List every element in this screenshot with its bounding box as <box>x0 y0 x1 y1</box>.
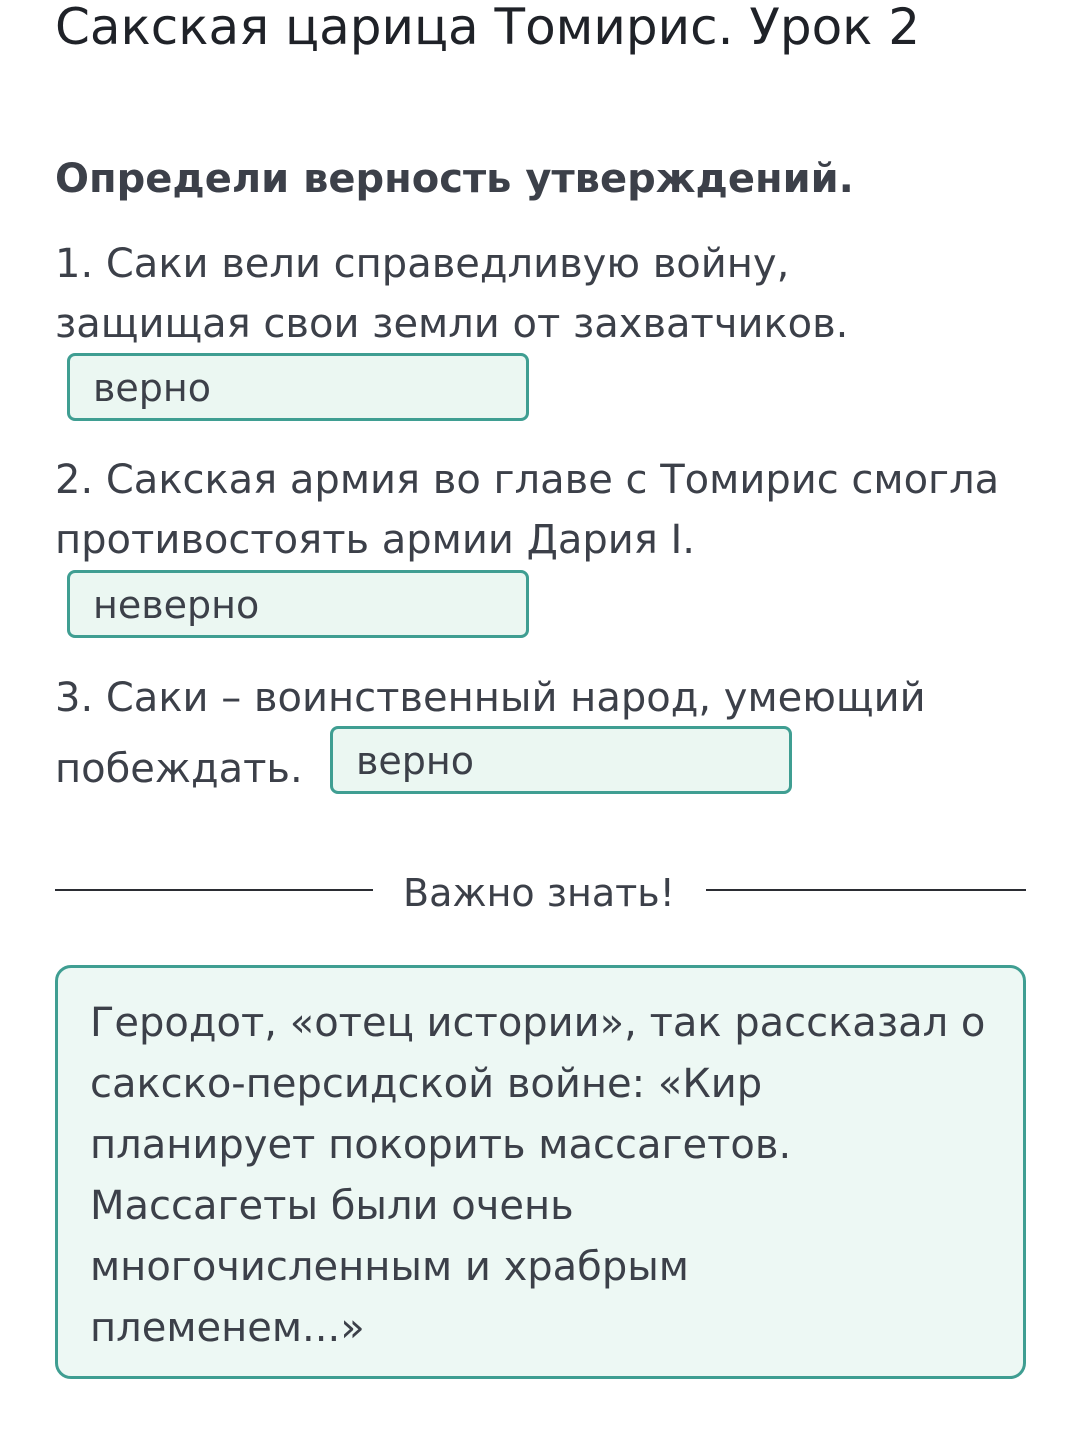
important-label: Важно знать! <box>403 871 675 915</box>
statement-3-line-1-wrap <box>55 668 926 728</box>
statement-2-line-2: противостоять армии Дария I. <box>55 517 695 563</box>
info-line: планирует покорить массагетов. <box>90 1122 792 1168</box>
info-line: сакско-персидской войне: «Кир <box>90 1061 763 1107</box>
answer-1-value: верно <box>93 366 211 410</box>
info-line: многочисленным и храбрым <box>90 1244 689 1290</box>
statement-1-line-2: защищая свои земли от захватчиков. <box>55 301 849 347</box>
task-heading: Определи верность утверждений. <box>55 156 854 202</box>
statement-3-line-1: 3. Саки – воинственный народ, умеющий <box>55 675 926 721</box>
answer-dropdown-3[interactable] <box>330 726 792 794</box>
info-card <box>55 965 1026 1379</box>
answer-3-value: верно <box>356 739 474 783</box>
statement-1 <box>55 234 848 354</box>
divider-line-right <box>706 889 1026 891</box>
info-line: Массагеты были очень <box>90 1183 574 1229</box>
info-line: Геродот, «отец истории», так рассказал о <box>90 1000 986 1046</box>
statement-2-line-1: 2. Сакская армия во главе с Томирис смогла <box>55 457 1000 503</box>
statement-1-line-1: 1. Саки вели справедливую войну, <box>55 241 790 287</box>
statement-3-line-2: побеждать. <box>55 746 303 792</box>
answer-2-value: неверно <box>93 583 260 627</box>
info-line: племенем...» <box>90 1305 365 1351</box>
statement-3-line-2-wrap <box>55 739 303 799</box>
divider-line-left <box>55 889 373 891</box>
answer-dropdown-1[interactable] <box>67 353 529 421</box>
info-text <box>90 993 985 1359</box>
answer-dropdown-2[interactable] <box>67 570 529 638</box>
page-title: Сакская царица Томирис. Урок 2 <box>55 0 921 56</box>
statement-2 <box>55 450 999 570</box>
